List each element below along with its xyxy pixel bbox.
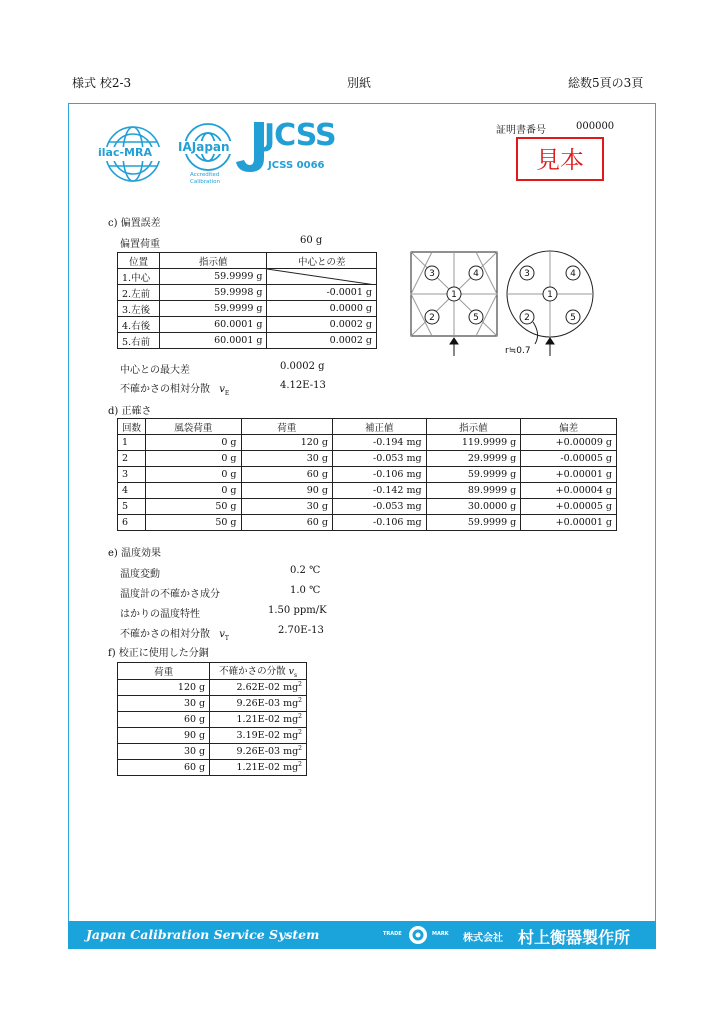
mark-text: MARK (432, 931, 449, 937)
cell-center-diff: 0.0000 g (267, 301, 377, 317)
table-row (118, 499, 617, 515)
cell (210, 743, 307, 759)
trade-text: TRADE (383, 931, 402, 937)
cell-center-diff: 0.0002 g (267, 317, 377, 333)
cell: +0.00001 g (521, 515, 617, 531)
cell: 120 g (118, 679, 210, 695)
cell-position: 3.左後 (118, 301, 160, 317)
col-load: 荷重 (241, 419, 332, 435)
unit-superscript: 2 (298, 761, 302, 769)
col-deviation: 偏差 (521, 419, 617, 435)
cell: +0.00001 g (521, 467, 617, 483)
cell: -0.053 mg (332, 499, 426, 515)
radius-label: r≒0.7 (505, 346, 531, 356)
cell (210, 711, 307, 727)
company-name: 村上衡器製作所 (518, 928, 631, 947)
cell: 5 (118, 499, 146, 515)
table-row (118, 515, 617, 531)
unit-superscript: 2 (298, 713, 302, 721)
cell-indication: 59.9998 g (159, 285, 267, 301)
section-c-title: c) 偏置誤差 (108, 218, 161, 229)
col-indication: 指示値 (426, 419, 521, 435)
iajapan-text: IAJapan (178, 140, 230, 154)
variance-subscript: E (224, 390, 230, 397)
jcss-text: JCSS (264, 118, 336, 153)
variance-subscript: s (293, 671, 298, 679)
cell: -0.142 mg (332, 483, 426, 499)
cell (210, 695, 307, 711)
point-1: 1 (547, 290, 553, 300)
table-row (118, 483, 617, 499)
temp-variance-text: 不確かさの相対分散 (120, 629, 210, 640)
cell: +0.00005 g (521, 499, 617, 515)
accredited-text: Accredited (190, 172, 220, 178)
cell-position: 5.右前 (118, 333, 160, 349)
thermometer-uncertainty-value: 1.0 ℃ (290, 585, 321, 596)
variance-subscript: T (224, 635, 229, 642)
cell: 30 g (118, 743, 210, 759)
cell: 60 g (118, 711, 210, 727)
col-center-diff: 中心との差 (267, 253, 377, 269)
cell: 50 g (146, 499, 242, 515)
cell-indication: 60.0001 g (159, 317, 267, 333)
point-1: 1 (451, 290, 457, 300)
table-row (118, 435, 617, 451)
cell: -0.00005 g (521, 451, 617, 467)
page-count: 総数5頁の3頁 (568, 76, 644, 90)
col-tare: 風袋荷重 (146, 419, 242, 435)
section-d-title: d) 正確さ (108, 406, 152, 417)
form-number: 様式 校2-3 (72, 76, 132, 90)
sample-stamp: 見本 (516, 137, 604, 181)
cell: 120 g (241, 435, 332, 451)
col-load: 荷重 (118, 663, 210, 680)
cell-center-diff: 0.0002 g (267, 333, 377, 349)
offset-load-value: 60 g (300, 235, 323, 246)
cell-indication: 60.0001 g (159, 333, 267, 349)
table-row (118, 759, 307, 775)
offset-table (117, 252, 377, 349)
cell: 6 (118, 515, 146, 531)
point-4: 4 (473, 269, 479, 279)
unit-superscript: 2 (298, 681, 302, 689)
point-5: 5 (570, 313, 576, 323)
table-row (118, 285, 377, 301)
cell: 30 g (241, 451, 332, 467)
accuracy-table (117, 418, 617, 531)
ilac-mra-logo (94, 124, 172, 184)
unit-superscript: 2 (298, 729, 302, 737)
cell: 29.9999 g (426, 451, 521, 467)
cell: 0 g (146, 435, 242, 451)
offset-position-diagram (405, 248, 605, 360)
variance-symbol: v (219, 384, 225, 395)
unit-superscript: 2 (298, 697, 302, 705)
max-diff-value: 0.0002 g (280, 361, 325, 372)
table-row (118, 333, 377, 349)
cell: 90 g (241, 483, 332, 499)
point-3: 3 (524, 269, 530, 279)
offset-table-header (118, 253, 377, 269)
point-4: 4 (570, 269, 576, 279)
col-indication: 指示値 (159, 253, 267, 269)
jcss-number: JCSS 0066 (268, 160, 325, 171)
variance-value: 1.21E-02 mg (236, 762, 299, 774)
variance-symbol: v (219, 629, 225, 640)
variance-value: 3.19E-02 mg (236, 730, 299, 742)
jcss-logo (232, 118, 342, 178)
accuracy-table-header (118, 419, 617, 435)
point-2: 2 (429, 313, 435, 323)
ilac-text: ilac-MRA (98, 146, 152, 159)
weights-table-header (118, 663, 307, 680)
cell: -0.106 mg (332, 515, 426, 531)
point-3: 3 (429, 269, 435, 279)
cell: -0.106 mg (332, 467, 426, 483)
cell (210, 679, 307, 695)
cell: 3 (118, 467, 146, 483)
cell: 60 g (241, 515, 332, 531)
offset-variance-value: 4.12E-13 (280, 380, 326, 391)
section-f-title: f) 校正に使用した分銅 (108, 648, 209, 659)
table-row (118, 467, 617, 483)
temp-coefficient-label: はかりの温度特性 (120, 609, 200, 620)
cell-indication: 59.9999 g (159, 301, 267, 317)
variance-value: 9.26E-03 mg (236, 698, 299, 710)
cell-center-diff: -0.0001 g (267, 285, 377, 301)
footer-title: Japan Calibration Service System (86, 927, 320, 942)
table-row (118, 269, 377, 285)
table-row (118, 727, 307, 743)
cell: 59.9999 g (426, 467, 521, 483)
trade-mark-icon (408, 925, 428, 949)
cell: 0 g (146, 451, 242, 467)
col-trial: 回数 (118, 419, 146, 435)
attachment-label: 別紙 (347, 76, 372, 90)
cell: 0 g (146, 483, 242, 499)
cell: -0.053 mg (332, 451, 426, 467)
cell: 0 g (146, 467, 242, 483)
table-row (118, 743, 307, 759)
iajapan-logo (178, 122, 238, 188)
cell: 1 (118, 435, 146, 451)
table-row (118, 451, 617, 467)
calibration-text: Calibration (190, 179, 220, 185)
offset-variance-text: 不確かさの相対分散 (120, 384, 210, 395)
temp-variation-label: 温度変動 (120, 569, 160, 580)
cell: 59.9999 g (426, 515, 521, 531)
unit-superscript: 2 (298, 745, 302, 753)
thermometer-uncertainty-label: 温度計の不確かさ成分 (120, 589, 220, 600)
cell: 30 g (241, 499, 332, 515)
table-row (118, 679, 307, 695)
col-correction: 補正値 (332, 419, 426, 435)
footer-bar (68, 921, 656, 949)
cell-position: 4.右後 (118, 317, 160, 333)
point-5: 5 (473, 313, 479, 323)
variance-value: 1.21E-02 mg (236, 714, 299, 726)
variance-symbol: v (288, 666, 294, 677)
cert-number-value: 000000 (576, 121, 615, 132)
col-variance (210, 663, 307, 680)
variance-header-text: 不確かさの分散 (219, 666, 286, 677)
cell: 30 g (118, 695, 210, 711)
cell: 4 (118, 483, 146, 499)
offset-load-label: 偏置荷重 (120, 239, 160, 250)
cell (210, 727, 307, 743)
weights-table (117, 662, 307, 776)
cert-number-label: 証明書番号 (496, 125, 546, 136)
cell-position: 1.中心 (118, 269, 160, 285)
table-row (118, 695, 307, 711)
company-prefix: 株式会社 (463, 933, 503, 944)
table-row (118, 711, 307, 727)
cell: 2 (118, 451, 146, 467)
cell: +0.00004 g (521, 483, 617, 499)
cell: -0.194 mg (332, 435, 426, 451)
cell (210, 759, 307, 775)
temp-variation-value: 0.2 ℃ (290, 565, 321, 576)
cell: 119.9999 g (426, 435, 521, 451)
cell-center-diff-blank (267, 269, 377, 285)
cell: 50 g (146, 515, 242, 531)
temp-variance-value: 2.70E-13 (278, 625, 324, 636)
cell: 89.9999 g (426, 483, 521, 499)
table-row (118, 301, 377, 317)
cell: 60 g (118, 759, 210, 775)
point-2: 2 (524, 313, 530, 323)
offset-variance-label (120, 380, 229, 397)
variance-value: 9.26E-03 mg (236, 746, 299, 758)
cell-indication: 59.9999 g (159, 269, 267, 285)
variance-value: 2.62E-02 mg (236, 682, 299, 694)
max-diff-label: 中心との最大差 (120, 365, 190, 376)
cell: 90 g (118, 727, 210, 743)
temp-variance-label (120, 625, 229, 642)
col-position: 位置 (118, 253, 160, 269)
section-e-title: e) 温度効果 (108, 548, 161, 559)
cell-position: 2.左前 (118, 285, 160, 301)
cell: 30.0000 g (426, 499, 521, 515)
cell: +0.00009 g (521, 435, 617, 451)
cell: 60 g (241, 467, 332, 483)
temp-coefficient-value: 1.50 ppm/K (268, 605, 327, 616)
table-row (118, 317, 377, 333)
